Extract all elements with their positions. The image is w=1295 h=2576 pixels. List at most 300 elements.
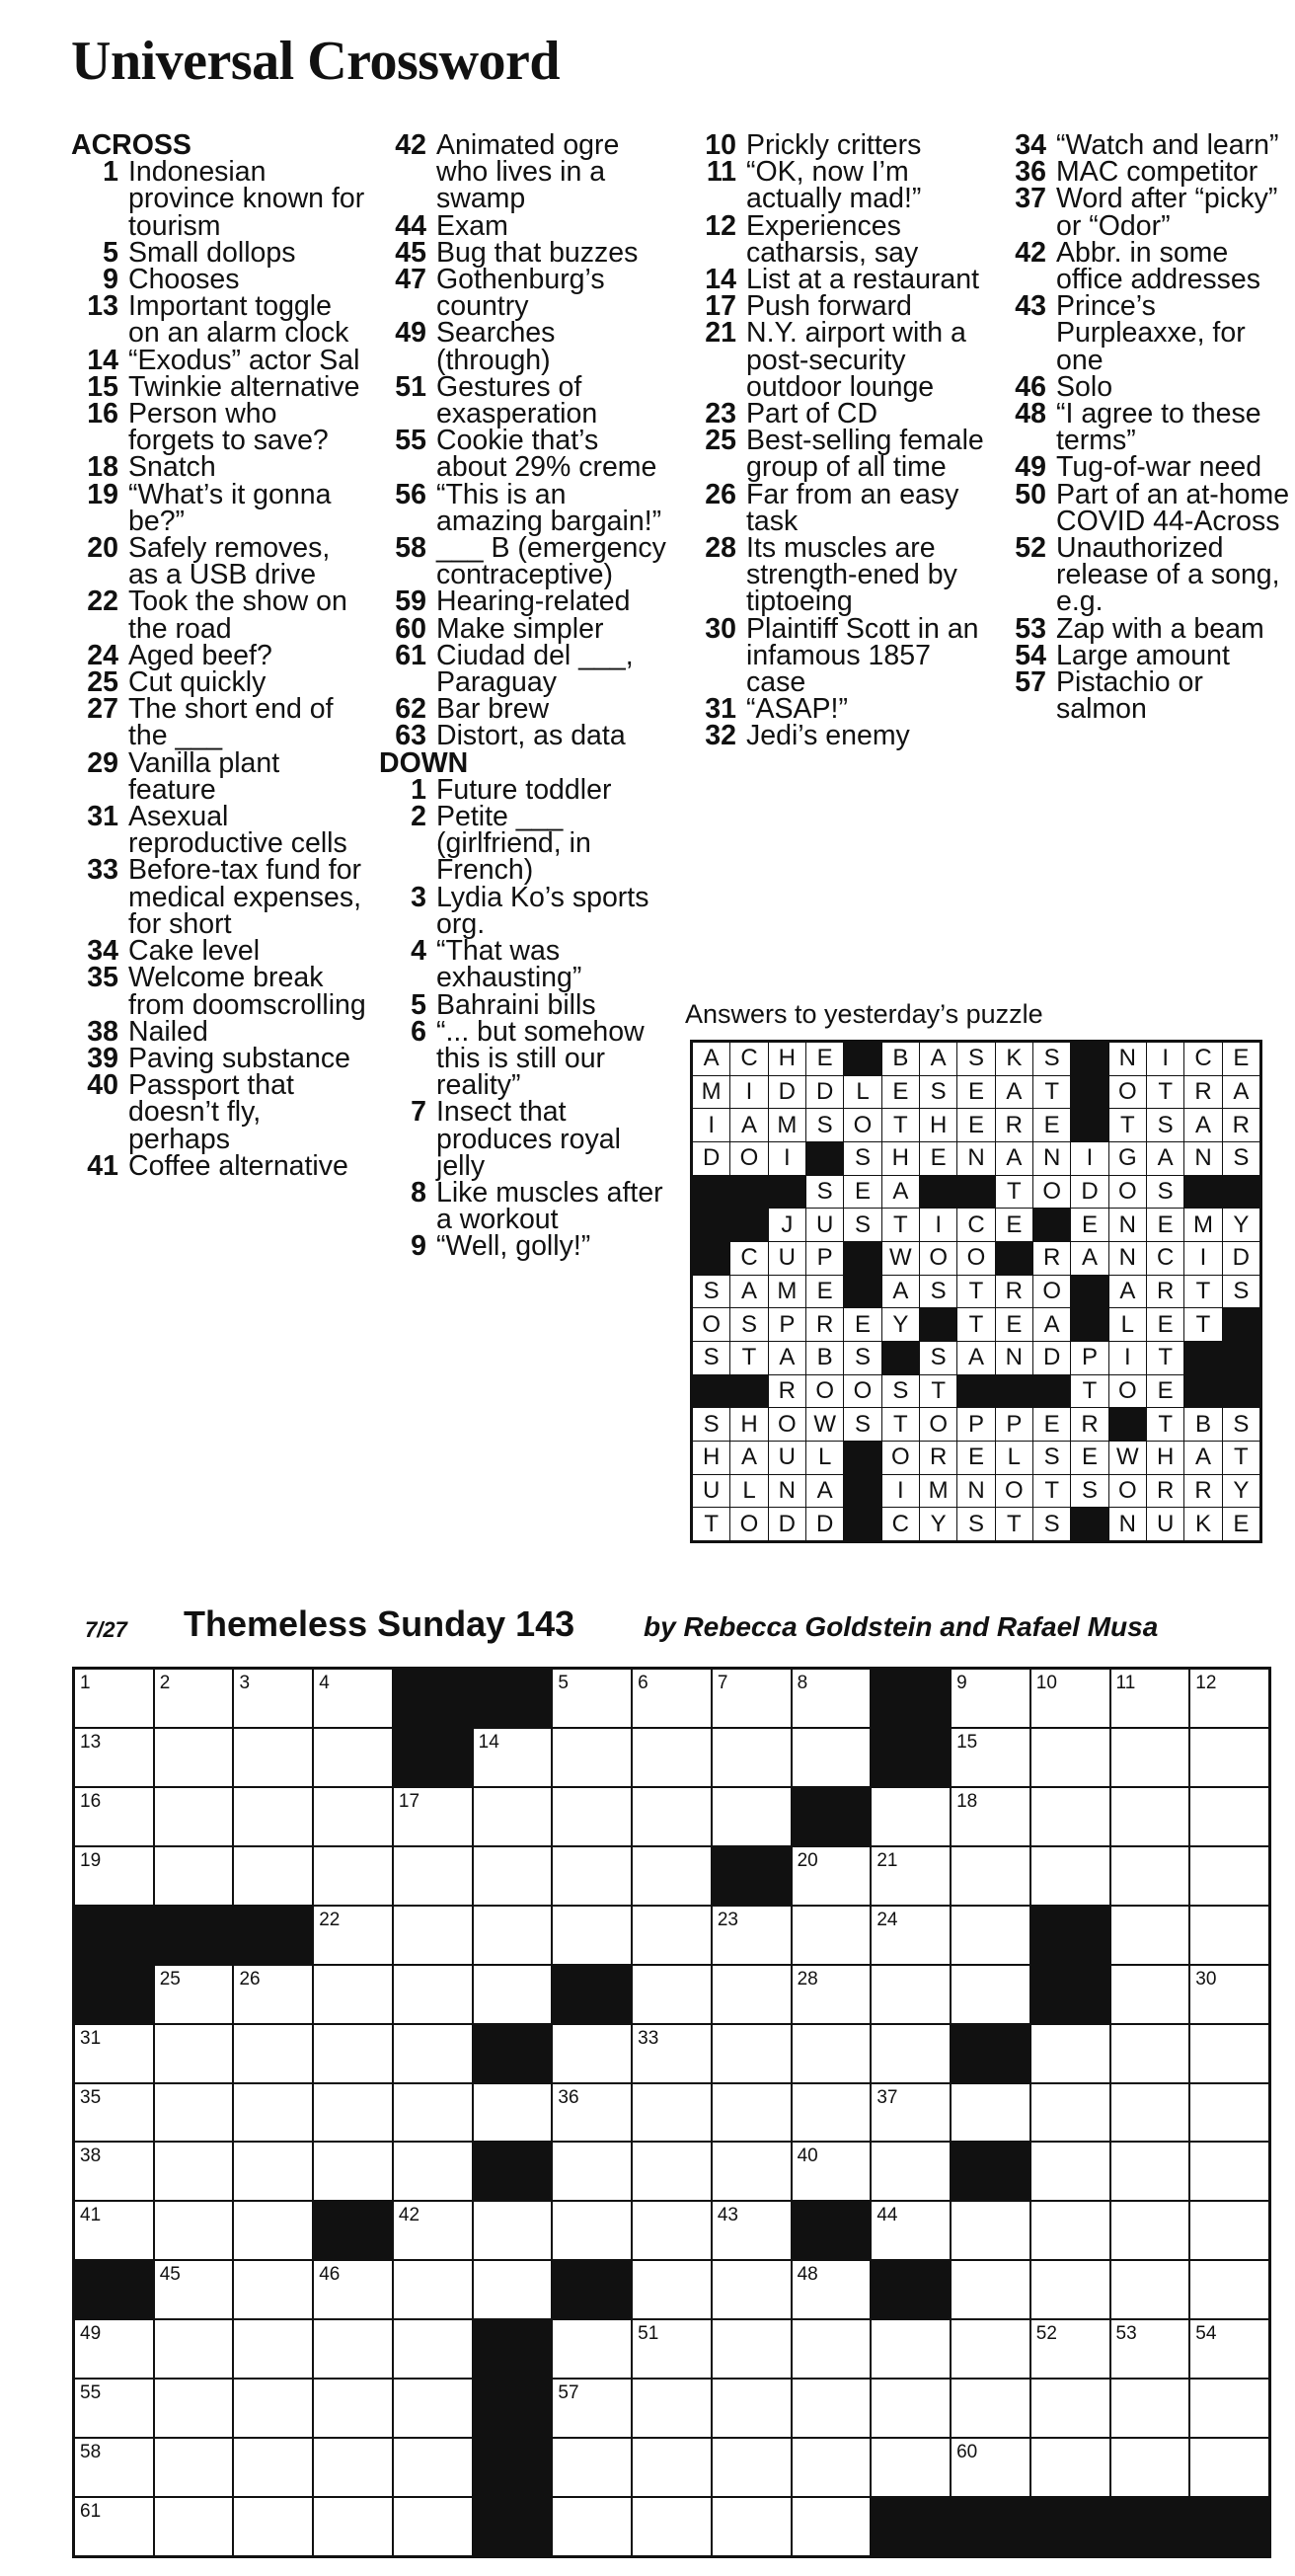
clue	[71, 1149, 367, 1182]
grid-cell[interactable]	[713, 1788, 791, 1845]
clue	[71, 236, 367, 269]
black-square	[75, 2261, 153, 2318]
grid-cell[interactable]	[1031, 2025, 1109, 2082]
grid-cell[interactable]	[633, 2498, 711, 2555]
solution-letter-cell: H	[730, 1408, 767, 1441]
clue	[999, 639, 1295, 671]
grid-cell[interactable]	[553, 2380, 631, 2437]
clue-text: Bar brew	[436, 693, 550, 726]
grid-cell[interactable]	[952, 1670, 1029, 1727]
solution-letter-cell: T	[957, 1308, 994, 1341]
grid-cell[interactable]	[155, 2261, 233, 2318]
solution-black-cell	[1071, 1076, 1107, 1109]
grid-cell[interactable]	[234, 1729, 312, 1786]
grid-cell[interactable]	[234, 1847, 312, 1905]
solution-letter-cell: O	[730, 1508, 767, 1540]
solution-letter-cell: I	[1147, 1043, 1183, 1075]
grid-cell[interactable]	[793, 2380, 871, 2437]
grid-cell[interactable]	[394, 1966, 472, 2023]
grid-cell[interactable]	[75, 2202, 153, 2259]
grid-cell[interactable]	[1031, 2320, 1109, 2378]
solution-letter-cell: S	[844, 1209, 880, 1241]
grid-cell[interactable]	[793, 2084, 871, 2142]
solution-letter-cell: S	[844, 1142, 880, 1175]
grid-cell[interactable]	[474, 1788, 552, 1845]
grid-cell[interactable]	[1111, 1670, 1189, 1727]
clue-number: 2	[411, 801, 426, 833]
page-title: Universal Crossword	[71, 31, 561, 92]
grid-cell[interactable]	[1190, 2084, 1268, 2142]
grid-cell[interactable]	[1190, 1847, 1268, 1905]
grid-cell[interactable]	[952, 2084, 1029, 2142]
grid-cell[interactable]	[952, 1907, 1029, 1964]
grid-cell[interactable]	[713, 1670, 791, 1727]
solution-black-cell	[996, 1242, 1032, 1275]
black-square	[75, 1907, 153, 1964]
grid-cell[interactable]	[1111, 2380, 1189, 2437]
solution-letter-cell: I	[730, 1076, 767, 1109]
clue	[71, 935, 367, 968]
grid-cell[interactable]	[394, 2320, 472, 2378]
clue	[379, 236, 675, 269]
grid-cell[interactable]	[314, 1670, 392, 1727]
grid-cell[interactable]	[314, 2439, 392, 2496]
grid-cell[interactable]	[553, 1788, 631, 1845]
clue-number: 26	[705, 478, 736, 510]
grid-cell[interactable]	[872, 2202, 950, 2259]
grid-cell[interactable]	[75, 1847, 153, 1905]
grid-cell[interactable]	[474, 1907, 552, 1964]
grid-cell[interactable]	[553, 2025, 631, 2082]
grid-cell[interactable]	[314, 1729, 392, 1786]
grid-cell[interactable]	[314, 2025, 392, 2082]
clue	[999, 451, 1295, 484]
solution-letter-cell: O	[1109, 1076, 1146, 1109]
cell-number: 16	[80, 1790, 102, 1812]
grid-cell[interactable]	[394, 1907, 472, 1964]
grid-cell[interactable]	[793, 1670, 871, 1727]
grid-cell[interactable]	[1190, 1788, 1268, 1845]
grid-cell[interactable]	[713, 2084, 791, 2142]
grid-cell[interactable]	[713, 1907, 791, 1964]
grid-cell[interactable]	[1190, 2025, 1268, 2082]
solution-letter-cell: S	[1033, 1508, 1070, 1540]
solution-letter-cell: N	[1109, 1209, 1146, 1241]
grid-cell[interactable]	[633, 2380, 711, 2437]
solution-letter-cell: J	[769, 1209, 805, 1241]
grid-cell[interactable]	[1031, 1670, 1109, 1727]
grid-cell[interactable]	[713, 1966, 791, 2023]
grid-cell[interactable]	[1111, 2143, 1189, 2200]
grid-cell[interactable]	[872, 2320, 950, 2378]
black-square	[872, 2261, 950, 2318]
grid-cell[interactable]	[314, 1907, 392, 1964]
grid-cell[interactable]	[155, 1966, 233, 2023]
grid-cell[interactable]	[1031, 2380, 1109, 2437]
cell-number: 24	[876, 1909, 898, 1930]
solution-letter-cell: E	[957, 1076, 994, 1109]
solution-letter-cell: R	[1071, 1408, 1107, 1441]
grid-cell[interactable]	[75, 2380, 153, 2437]
grid-cell[interactable]	[155, 2025, 233, 2082]
black-square	[872, 2498, 950, 2555]
grid-cell[interactable]	[713, 2261, 791, 2318]
solution-letter-cell: T	[996, 1508, 1032, 1540]
grid-cell[interactable]	[553, 2202, 631, 2259]
grid-cell[interactable]	[793, 1966, 871, 2023]
clue	[379, 425, 675, 484]
solution-letter-cell: O	[1109, 1176, 1146, 1209]
grid-cell[interactable]	[1031, 1729, 1109, 1786]
cell-number: 33	[638, 2027, 659, 2049]
grid-cell[interactable]	[1031, 2143, 1109, 2200]
grid-cell[interactable]	[474, 1847, 552, 1905]
grid-cell[interactable]	[234, 2143, 312, 2200]
grid-cell[interactable]	[1031, 1788, 1109, 1845]
grid-cell[interactable]	[713, 2143, 791, 2200]
clue	[71, 1069, 367, 1155]
grid-cell[interactable]	[633, 2320, 711, 2378]
grid-cell[interactable]	[314, 1847, 392, 1905]
grid-cell[interactable]	[314, 2320, 392, 2378]
grid-cell[interactable]	[633, 2084, 711, 2142]
clue	[689, 264, 985, 296]
grid-cell[interactable]	[234, 2084, 312, 2142]
grid-cell[interactable]	[553, 2498, 631, 2555]
clue-number: 23	[705, 398, 736, 430]
clue	[999, 290, 1295, 376]
clue-number: 17	[705, 290, 736, 323]
grid-cell[interactable]	[474, 1966, 552, 2023]
grid-cell[interactable]	[474, 2084, 552, 2142]
grid-cell[interactable]	[1190, 2320, 1268, 2378]
grid-cell[interactable]	[1111, 1847, 1189, 1905]
grid-cell[interactable]	[553, 2439, 631, 2496]
grid-cell[interactable]	[793, 2439, 871, 2496]
grid-cell[interactable]	[155, 2143, 233, 2200]
grid-cell[interactable]	[793, 2143, 871, 2200]
grid-cell[interactable]	[234, 1966, 312, 2023]
grid-cell[interactable]	[474, 2261, 552, 2318]
solution-black-cell	[1033, 1209, 1070, 1241]
grid-cell[interactable]	[75, 2143, 153, 2200]
grid-cell[interactable]	[234, 2202, 312, 2259]
grid-cell[interactable]	[394, 2025, 472, 2082]
grid-cell[interactable]	[314, 1966, 392, 2023]
cell-number: 5	[558, 1673, 569, 1693]
grid-cell[interactable]	[1031, 1847, 1109, 1905]
grid-cell[interactable]	[553, 1907, 631, 1964]
grid-cell[interactable]	[394, 2498, 472, 2555]
grid-cell[interactable]	[155, 1670, 233, 1727]
grid-cell[interactable]	[1190, 1907, 1268, 1964]
grid-cell[interactable]	[155, 1847, 233, 1905]
grid-cell[interactable]	[872, 1966, 950, 2023]
grid-cell[interactable]	[394, 1847, 472, 1905]
grid-cell[interactable]	[713, 2320, 791, 2378]
grid-cell[interactable]	[553, 1729, 631, 1786]
black-square	[793, 2202, 871, 2259]
solution-letter-cell: I	[1184, 1242, 1221, 1275]
grid-cell[interactable]	[793, 1907, 871, 1964]
clue	[689, 720, 985, 752]
clue-number: 47	[395, 264, 426, 296]
grid-cell[interactable]	[234, 1788, 312, 1845]
grid-cell[interactable]	[633, 1788, 711, 1845]
grid-cell[interactable]	[872, 2143, 950, 2200]
grid-cell[interactable]	[952, 2320, 1029, 2378]
solution-letter-cell: E	[844, 1176, 880, 1209]
grid-cell[interactable]	[1111, 1729, 1189, 1786]
clue-number: 46	[1015, 370, 1046, 403]
grid-cell[interactable]	[234, 2025, 312, 2082]
grid-cell[interactable]	[1111, 1907, 1189, 1964]
grid-cell[interactable]	[155, 1729, 233, 1786]
clue	[379, 881, 675, 940]
grid-cell[interactable]	[713, 2380, 791, 2437]
grid-cell[interactable]	[553, 2084, 631, 2142]
grid-cell[interactable]	[872, 2439, 950, 2496]
grid-cell[interactable]	[234, 2380, 312, 2437]
grid-cell[interactable]	[633, 2261, 711, 2318]
clue-number: 19	[87, 478, 118, 510]
grid-cell[interactable]	[1190, 1966, 1268, 2023]
black-square	[1031, 2498, 1109, 2555]
grid-cell[interactable]	[314, 2084, 392, 2142]
clue-number: 53	[1015, 612, 1046, 645]
grid-cell[interactable]	[633, 1847, 711, 1905]
grid-cell[interactable]	[314, 1788, 392, 1845]
grid-cell[interactable]	[713, 2025, 791, 2082]
grid-cell[interactable]	[314, 2261, 392, 2318]
solution-letter-cell: O	[1033, 1176, 1070, 1209]
clue-number: 8	[411, 1176, 426, 1209]
grid-cell[interactable]	[1111, 2084, 1189, 2142]
grid-cell[interactable]	[394, 1788, 472, 1845]
clue	[379, 773, 675, 806]
cell-number: 60	[956, 2442, 978, 2463]
grid-cell[interactable]	[394, 2143, 472, 2200]
grid-cell[interactable]	[1190, 2439, 1268, 2496]
grid-cell[interactable]	[234, 1670, 312, 1727]
clue	[689, 129, 985, 161]
grid-cell[interactable]	[793, 1729, 871, 1786]
grid-cell[interactable]	[872, 2025, 950, 2082]
clue-number: 4	[411, 935, 426, 968]
grid-cell[interactable]	[633, 1907, 711, 1964]
black-square	[474, 2498, 552, 2555]
grid-cell[interactable]	[314, 2143, 392, 2200]
grid-cell[interactable]	[75, 1670, 153, 1727]
grid-cell[interactable]	[793, 2320, 871, 2378]
grid-cell[interactable]	[1111, 2320, 1189, 2378]
cell-number: 31	[80, 2027, 102, 2049]
grid-cell[interactable]	[872, 1847, 950, 1905]
grid-cell[interactable]	[952, 1966, 1029, 2023]
solution-letter-cell: Y	[1223, 1209, 1259, 1241]
grid-cell[interactable]	[1031, 2261, 1109, 2318]
grid-cell[interactable]	[314, 2498, 392, 2555]
clue-number: 22	[87, 585, 118, 618]
clue	[379, 988, 675, 1021]
grid-cell[interactable]	[474, 1729, 552, 1786]
grid-cell[interactable]	[75, 2084, 153, 2142]
grid-cell[interactable]	[952, 2439, 1029, 2496]
clue	[71, 370, 367, 403]
grid-cell[interactable]	[1190, 1670, 1268, 1727]
grid-cell[interactable]	[75, 1729, 153, 1786]
grid-cell[interactable]	[394, 2202, 472, 2259]
solution-letter-cell: L	[730, 1475, 767, 1508]
grid-cell[interactable]	[1031, 2202, 1109, 2259]
solution-letter-cell: T	[1109, 1109, 1146, 1141]
grid-cell[interactable]	[633, 1729, 711, 1786]
grid-cell[interactable]	[1111, 1966, 1189, 2023]
solution-letter-cell: D	[1033, 1342, 1070, 1374]
grid-cell[interactable]	[952, 1847, 1029, 1905]
solution-letter-cell: D	[693, 1142, 729, 1175]
grid-cell[interactable]	[1111, 1788, 1189, 1845]
solution-black-cell	[730, 1209, 767, 1241]
yesterday-caption: Answers to yesterday’s puzzle	[685, 999, 1043, 1029]
cell-number: 1	[80, 1673, 91, 1693]
grid-cell[interactable]	[1031, 2084, 1109, 2142]
clue-number: 5	[411, 988, 426, 1021]
solution-letter-cell: S	[806, 1176, 843, 1209]
grid-cell[interactable]	[155, 2380, 233, 2437]
grid-cell[interactable]	[952, 1729, 1029, 1786]
grid-cell[interactable]	[793, 2498, 871, 2555]
grid-cell[interactable]	[633, 2025, 711, 2082]
black-square	[474, 1670, 552, 1727]
grid-cell[interactable]	[155, 2320, 233, 2378]
grid-cell[interactable]	[75, 2025, 153, 2082]
grid-cell[interactable]	[713, 2498, 791, 2555]
grid-cell[interactable]	[1111, 2025, 1189, 2082]
solution-letter-cell: E	[996, 1308, 1032, 1341]
solution-letter-cell: E	[882, 1076, 919, 1109]
grid-cell[interactable]	[952, 2261, 1029, 2318]
solution-black-cell	[730, 1375, 767, 1408]
solution-letter-cell: K	[1184, 1508, 1221, 1540]
solution-letter-cell: C	[882, 1508, 919, 1540]
cell-number: 6	[638, 1673, 648, 1693]
grid-cell[interactable]	[314, 2380, 392, 2437]
grid-cell[interactable]	[952, 1788, 1029, 1845]
grid-cell[interactable]	[234, 2320, 312, 2378]
solution-letter-cell: A	[1223, 1076, 1259, 1109]
grid-cell[interactable]	[1190, 2261, 1268, 2318]
grid-cell[interactable]	[1111, 2261, 1189, 2318]
grid-cell[interactable]	[872, 1788, 950, 1845]
grid-cell[interactable]	[155, 2498, 233, 2555]
grid-cell[interactable]	[1190, 1729, 1268, 1786]
grid-cell[interactable]	[952, 2202, 1029, 2259]
grid-cell[interactable]	[75, 2320, 153, 2378]
grid-cell[interactable]	[234, 2261, 312, 2318]
grid-cell[interactable]	[394, 2261, 472, 2318]
solution-letter-cell: T	[882, 1408, 919, 1441]
clue-number: 43	[1015, 290, 1046, 323]
clue	[379, 693, 675, 726]
solution-letter-cell: T	[1147, 1342, 1183, 1374]
solution-letter-cell: A	[769, 1342, 805, 1374]
grid-cell[interactable]	[75, 2439, 153, 2496]
grid-cell[interactable]	[394, 2380, 472, 2437]
grid-cell[interactable]	[633, 1670, 711, 1727]
clue-text: Gestures of exasperation	[436, 370, 598, 430]
cell-number: 30	[1195, 1968, 1217, 1990]
solution-letter-cell: T	[1071, 1375, 1107, 1408]
clue-text: Best-selling female group of all time	[746, 425, 984, 484]
grid-cell[interactable]	[793, 2261, 871, 2318]
black-square	[1111, 2498, 1189, 2555]
grid-cell[interactable]	[553, 1670, 631, 1727]
solution-letter-cell: E	[920, 1142, 956, 1175]
clue-number: 20	[87, 532, 118, 565]
grid-cell[interactable]	[633, 2202, 711, 2259]
grid-cell[interactable]	[1111, 2202, 1189, 2259]
grid-cell[interactable]	[155, 2202, 233, 2259]
grid-cell[interactable]	[713, 1729, 791, 1786]
clue-number: 13	[87, 290, 118, 323]
grid-cell[interactable]	[633, 2143, 711, 2200]
solution-letter-cell: O	[844, 1375, 880, 1408]
grid-cell[interactable]	[793, 1847, 871, 1905]
grid-cell[interactable]	[1111, 2439, 1189, 2496]
grid-cell[interactable]	[474, 2202, 552, 2259]
grid-cell[interactable]	[155, 2084, 233, 2142]
grid-cell[interactable]	[1031, 2439, 1109, 2496]
grid-cell[interactable]	[1190, 2143, 1268, 2200]
solution-black-cell	[1071, 1508, 1107, 1540]
grid-cell[interactable]	[872, 1907, 950, 1964]
grid-cell[interactable]	[394, 2439, 472, 2496]
solution-letter-cell: A	[730, 1109, 767, 1141]
grid-cell[interactable]	[1190, 2202, 1268, 2259]
grid-cell[interactable]	[553, 1847, 631, 1905]
clue	[689, 425, 985, 484]
grid-cell[interactable]	[872, 2084, 950, 2142]
grid-cell[interactable]	[234, 2498, 312, 2555]
grid-cell[interactable]	[633, 1966, 711, 2023]
grid-cell[interactable]	[713, 2202, 791, 2259]
solution-letter-cell: D	[769, 1508, 805, 1540]
clue-text: Important toggle on an alarm clock	[128, 290, 349, 350]
solution-letter-cell: R	[996, 1109, 1032, 1141]
grid-cell[interactable]	[793, 2025, 871, 2082]
grid-cell[interactable]	[155, 2439, 233, 2496]
clue-text: Make simpler	[436, 612, 604, 645]
cell-number: 61	[80, 2501, 102, 2523]
black-square	[1031, 1907, 1109, 1964]
solution-letter-cell: Y	[882, 1308, 919, 1341]
grid-cell[interactable]	[1190, 2380, 1268, 2437]
grid-cell[interactable]	[713, 2439, 791, 2496]
clue	[379, 720, 675, 752]
grid-cell[interactable]	[155, 1788, 233, 1845]
grid-cell[interactable]	[234, 2439, 312, 2496]
grid-cell[interactable]	[952, 2380, 1029, 2437]
grid-cell[interactable]	[553, 2143, 631, 2200]
grid-cell[interactable]	[872, 2380, 950, 2437]
clue-text: Push forward	[746, 290, 912, 323]
grid-cell[interactable]	[553, 2320, 631, 2378]
grid-cell[interactable]	[394, 2084, 472, 2142]
grid-cell[interactable]	[633, 2439, 711, 2496]
grid-cell[interactable]	[75, 1788, 153, 1845]
grid-cell[interactable]	[75, 2498, 153, 2555]
